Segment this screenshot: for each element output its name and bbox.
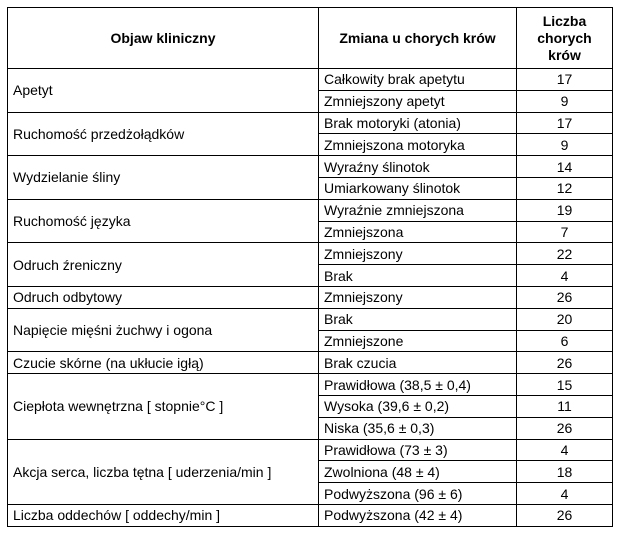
symptom-cell: Ciepłota wewnętrzna [ stopnie°C ] bbox=[8, 374, 319, 439]
header-count: Liczba chorych krów bbox=[517, 8, 613, 69]
count-cell: 15 bbox=[517, 374, 613, 396]
change-cell: Całkowity brak apetytu bbox=[319, 69, 517, 91]
count-cell: 17 bbox=[517, 69, 613, 91]
table-header bbox=[8, 8, 613, 69]
table-row bbox=[8, 504, 613, 526]
count-cell: 19 bbox=[517, 199, 613, 221]
symptom-cell: Apetyt bbox=[8, 69, 319, 113]
count-cell: 26 bbox=[517, 352, 613, 374]
symptom-cell: Ruchomość przedżołądków bbox=[8, 112, 319, 156]
symptom-cell: Czucie skórne (na ukłucie igłą) bbox=[8, 352, 319, 374]
clinical-symptoms-table bbox=[7, 7, 613, 527]
count-cell: 18 bbox=[517, 461, 613, 483]
change-cell: Brak czucia bbox=[319, 352, 517, 374]
table-row bbox=[8, 374, 613, 396]
symptom-cell: Napięcie mięśni żuchwy i ogona bbox=[8, 308, 319, 352]
count-cell: 6 bbox=[517, 330, 613, 352]
change-cell: Zmniejszony bbox=[319, 286, 517, 308]
symptom-cell: Odruch źreniczny bbox=[8, 243, 319, 287]
symptom-cell: Ruchomość języka bbox=[8, 199, 319, 243]
table-row bbox=[8, 69, 613, 91]
change-cell: Niska (35,6 ± 0,3) bbox=[319, 417, 517, 439]
count-cell: 14 bbox=[517, 156, 613, 178]
table-row bbox=[8, 243, 613, 265]
change-cell: Umiarkowany ślinotok bbox=[319, 177, 517, 199]
change-cell: Brak bbox=[319, 308, 517, 330]
table-row bbox=[8, 439, 613, 461]
count-cell: 9 bbox=[517, 90, 613, 112]
change-cell: Wyraźny ślinotok bbox=[319, 156, 517, 178]
change-cell: Zmniejszony bbox=[319, 243, 517, 265]
change-cell: Podwyższona (96 ± 6) bbox=[319, 483, 517, 505]
symptom-cell: Liczba oddechów [ oddechy/min ] bbox=[8, 504, 319, 526]
table-row bbox=[8, 112, 613, 134]
change-cell: Brak motoryki (atonia) bbox=[319, 112, 517, 134]
count-cell: 12 bbox=[517, 177, 613, 199]
symptom-cell: Wydzielanie śliny bbox=[8, 156, 319, 200]
change-cell: Podwyższona (42 ± 4) bbox=[319, 504, 517, 526]
count-cell: 4 bbox=[517, 439, 613, 461]
count-cell: 26 bbox=[517, 504, 613, 526]
change-cell: Prawidłowa (73 ± 3) bbox=[319, 439, 517, 461]
table-row bbox=[8, 308, 613, 330]
count-cell: 11 bbox=[517, 395, 613, 417]
header-row bbox=[8, 8, 613, 69]
table-body bbox=[8, 69, 613, 527]
change-cell: Zmniejszony apetyt bbox=[319, 90, 517, 112]
count-cell: 20 bbox=[517, 308, 613, 330]
change-cell: Zwolniona (48 ± 4) bbox=[319, 461, 517, 483]
header-symptom: Objaw kliniczny bbox=[8, 8, 319, 69]
change-cell: Prawidłowa (38,5 ± 0,4) bbox=[319, 374, 517, 396]
count-cell: 9 bbox=[517, 134, 613, 156]
change-cell: Zmniejszone bbox=[319, 330, 517, 352]
count-cell: 4 bbox=[517, 265, 613, 287]
count-cell: 22 bbox=[517, 243, 613, 265]
change-cell: Wysoka (39,6 ± 0,2) bbox=[319, 395, 517, 417]
count-cell: 7 bbox=[517, 221, 613, 243]
header-change: Zmiana u chorych krów bbox=[319, 8, 517, 69]
table-row bbox=[8, 199, 613, 221]
table-row bbox=[8, 352, 613, 374]
count-cell: 26 bbox=[517, 286, 613, 308]
symptom-cell: Odruch odbytowy bbox=[8, 286, 319, 308]
change-cell: Wyraźnie zmniejszona bbox=[319, 199, 517, 221]
table-row bbox=[8, 156, 613, 178]
count-cell: 26 bbox=[517, 417, 613, 439]
count-cell: 17 bbox=[517, 112, 613, 134]
table-row bbox=[8, 286, 613, 308]
symptom-cell: Akcja serca, liczba tętna [ uderzenia/min ] bbox=[8, 439, 319, 504]
change-cell: Brak bbox=[319, 265, 517, 287]
change-cell: Zmniejszona bbox=[319, 221, 517, 243]
change-cell: Zmniejszona motoryka bbox=[319, 134, 517, 156]
count-cell: 4 bbox=[517, 483, 613, 505]
